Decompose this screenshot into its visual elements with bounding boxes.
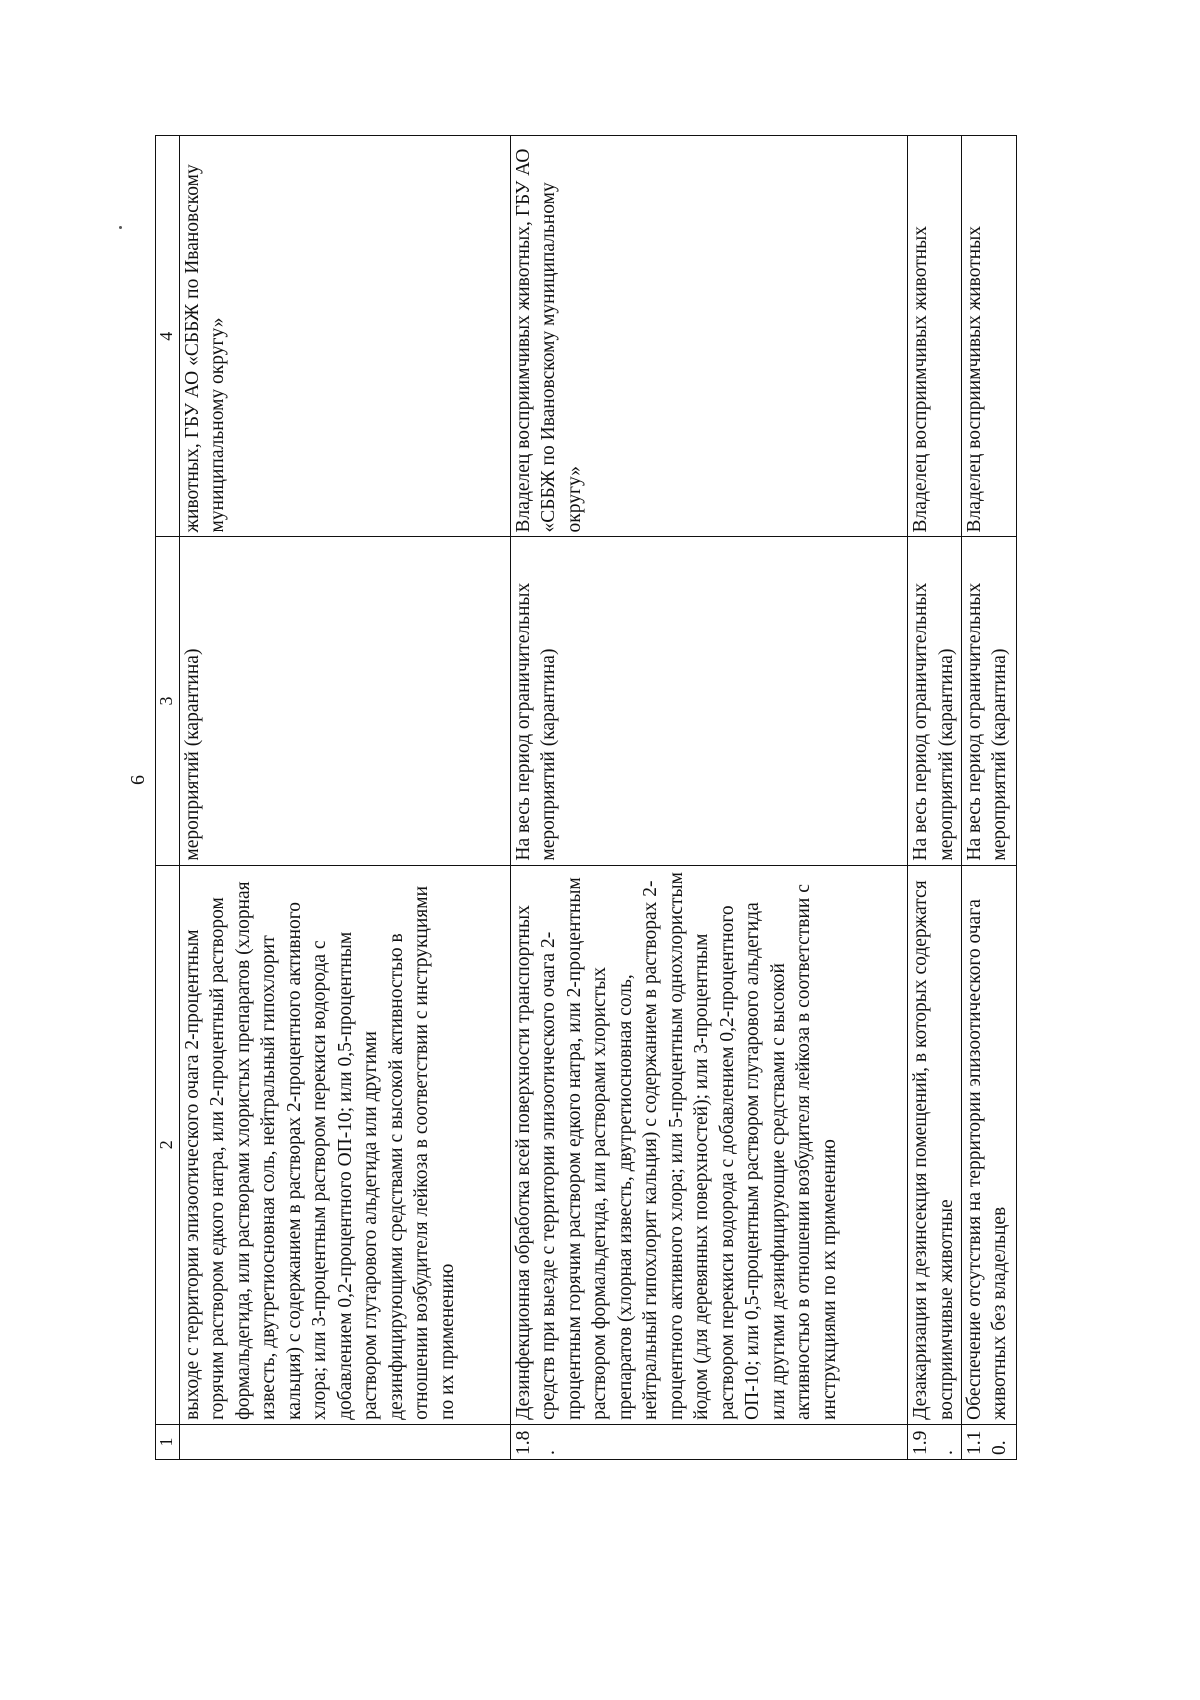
responsible-cell: животных, ГБУ АО «СББЖ по Ивановскому муниципальному округу» bbox=[179, 136, 510, 537]
period-cell: На весь период ограничительных мероприятий (карантина) bbox=[961, 537, 1016, 865]
scan-speck bbox=[119, 226, 122, 229]
table-row bbox=[179, 136, 510, 1460]
page-number: 6 bbox=[126, 775, 149, 785]
responsible-cell: Владелец восприимчивых животных bbox=[961, 136, 1016, 537]
table-row bbox=[908, 136, 961, 1460]
period-cell: На весь период ограничительных мероприятий (карантина) bbox=[510, 537, 908, 865]
measure-cell: Дезинфекционная обработка всей поверхности транспортных средств при выезде с территории эпизоотического очага 2-процентным горячим раствором едкого натра, или 2-процентным раствором формальдегида, или растворами хлористых препаратов (хлорная известь, двутретиосновная соль, нейтральный гипохлорит кальция) с содержанием в растворах 2-процентного активного хлора; или 5-процентным однохлористым йодом (для деревянных поверхностей); или 3-процентным раствором перекиси водорода с добавлением 0,2-процентного ОП-10; или 0,5-процентным раствором глутарового альдегида или другими дезинфицирующие средствами с высокой активностью в отношении возбудителя лейкоза в соответствии с инструкциями по их применению bbox=[510, 865, 908, 1424]
row-number: 1.10. bbox=[961, 1424, 1016, 1459]
measure-cell: Дезакаризация и дезинсекция помещений, в которых содержатся восприимчивые животные bbox=[908, 865, 961, 1424]
table-row bbox=[510, 136, 908, 1460]
rotated-page-content bbox=[155, 135, 1017, 1460]
period-cell: мероприятий (карантина) bbox=[179, 537, 510, 865]
measures-table bbox=[155, 135, 1017, 1460]
header-cell-2: 2 bbox=[156, 865, 180, 1424]
measure-cell: Обеспечение отсутствия на территории эпизоотического очага животных без владельцев bbox=[961, 865, 1016, 1424]
row-number: 1.9. bbox=[908, 1424, 961, 1459]
header-cell-3: 3 bbox=[156, 537, 180, 865]
header-cell-1: 1 bbox=[156, 1424, 180, 1459]
table-row bbox=[961, 136, 1016, 1460]
table-header-row bbox=[156, 136, 180, 1460]
responsible-cell: Владелец восприимчивых животных bbox=[908, 136, 961, 537]
measure-cell: выходе с территории эпизоотического очага 2-процентным горячим раствором едкого натра, или 2-процентный раствором формальдегида, или растворами хлористых препаратов (хлорная известь, двутретиосновная соль, нейтральный гипохлорит кальция) с содержанием в растворах 2-процентного активного хлора; или 3-процентным раствором перекиси водорода с добавлением 0,2-процентного ОП-10; или 0,5-процентным раствором глутарового альдегида или другими дезинфицирующими средствами с высокой активностью в отношении возбудителя лейкоза в соответствии с инструкциями по их применению bbox=[179, 865, 510, 1424]
period-cell: На весь период ограничительных мероприятий (карантина) bbox=[908, 537, 961, 865]
responsible-cell: Владелец восприимчивых животных, ГБУ АО «СББЖ по Ивановскому муниципальному округу» bbox=[510, 136, 908, 537]
row-number: 1.8. bbox=[510, 1424, 908, 1459]
row-number bbox=[179, 1424, 510, 1459]
header-cell-4: 4 bbox=[156, 136, 180, 537]
